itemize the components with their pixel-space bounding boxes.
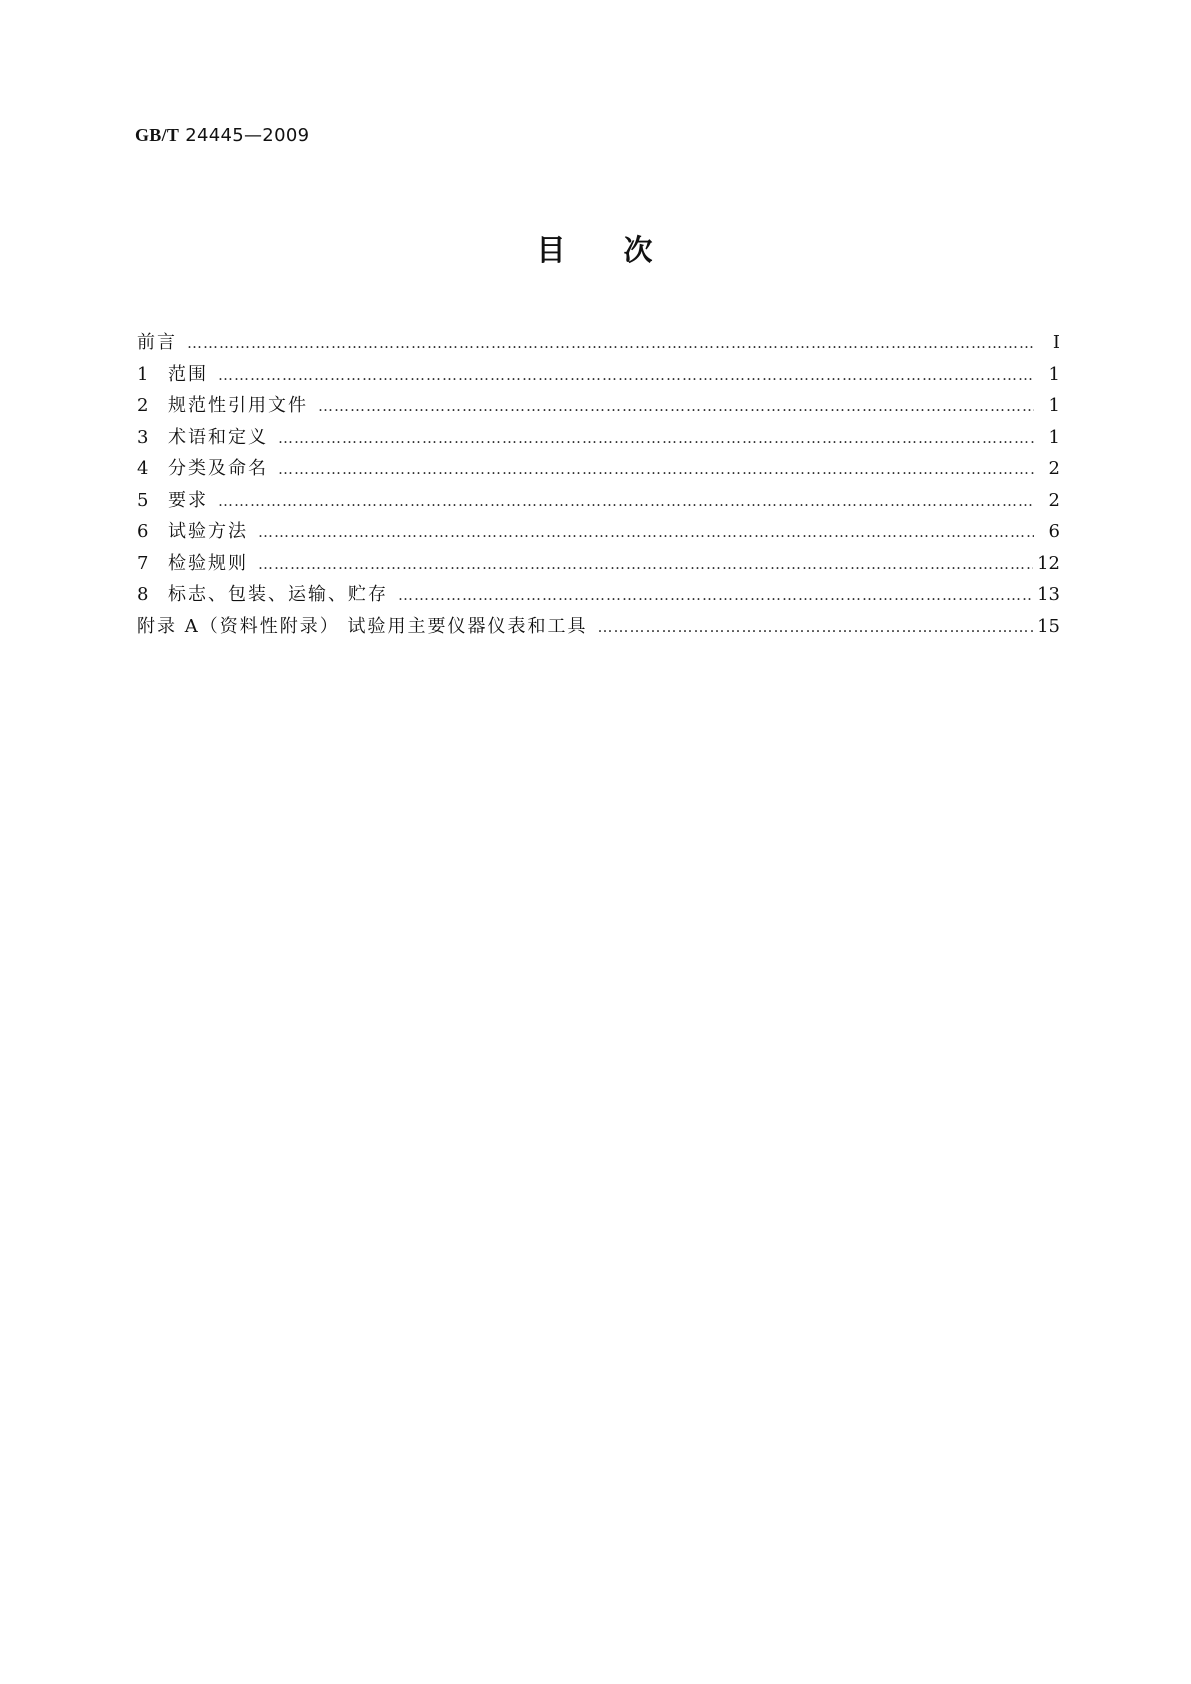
toc-entry-3[interactable] [137, 422, 1060, 454]
toc-entry-6[interactable] [137, 516, 1060, 548]
toc-entry-label: 规范性引用文件 [168, 395, 308, 416]
toc-entry-page: 13 [1037, 584, 1060, 605]
toc-leader-dots [258, 549, 1033, 581]
standard-number: 24445—2009 [185, 125, 310, 146]
toc-entry-label: 前言 [137, 332, 177, 353]
toc-entry-label: 术语和定义 [168, 426, 268, 448]
toc-title-part1: 目 [536, 233, 568, 267]
toc-entry-number: 2 [137, 395, 149, 416]
toc-entry-page: 1 [1048, 426, 1060, 448]
toc-entry-7[interactable] [137, 548, 1060, 580]
toc-list [137, 327, 1060, 642]
toc-leader-dots [258, 517, 1034, 549]
toc-entry-2[interactable] [137, 390, 1060, 422]
toc-entry-page: 2 [1048, 489, 1060, 511]
toc-entry-1[interactable] [137, 359, 1060, 391]
toc-entry-5[interactable] [137, 485, 1060, 517]
toc-leader-dots [218, 360, 1034, 392]
toc-title [0, 228, 1191, 269]
toc-leader-dots [597, 612, 1033, 644]
toc-entry-page: 1 [1048, 363, 1060, 385]
toc-entry-label: 附录 A（资料性附录） 试验用主要仪器仪表和工具 [137, 615, 588, 637]
toc-entry-label: 范围 [168, 363, 208, 385]
toc-entry-8[interactable] [137, 579, 1060, 611]
toc-entry-number: 8 [137, 584, 149, 605]
toc-entry-number: 5 [137, 489, 149, 511]
toc-entry-label: 要求 [168, 489, 208, 511]
toc-entry-label: 试验方法 [168, 521, 248, 542]
toc-entry-number: 1 [137, 363, 149, 385]
toc-entry-number: 4 [137, 458, 149, 479]
toc-entry-page: 6 [1048, 521, 1060, 542]
toc-entry-label: 检验规则 [168, 552, 248, 574]
toc-entry-number: 3 [137, 426, 149, 448]
toc-leader-dots [218, 486, 1034, 518]
toc-entry-number: 7 [137, 552, 149, 574]
toc-leader-dots [398, 580, 1033, 612]
toc-entry-label: 标志、包装、运输、贮存 [168, 584, 388, 605]
toc-entry-page: 15 [1037, 615, 1060, 637]
toc-leader-dots [318, 391, 1034, 423]
standard-prefix: GB/T [135, 125, 180, 145]
toc-entry-label: 分类及命名 [168, 458, 268, 479]
standard-code [135, 125, 309, 146]
toc-leader-dots [187, 328, 1034, 360]
toc-entry-page: 2 [1048, 458, 1060, 479]
toc-entry-page: Ⅰ [1052, 332, 1060, 353]
toc-entry-page: 1 [1048, 395, 1060, 416]
toc-leader-dots [278, 423, 1034, 455]
toc-entry-page: 12 [1037, 552, 1060, 574]
toc-entry-number: 6 [137, 521, 149, 542]
toc-entry-4[interactable] [137, 453, 1060, 485]
toc-leader-dots [278, 454, 1034, 486]
toc-title-part2: 次 [623, 233, 655, 267]
toc-entry-appendix-a[interactable] [137, 611, 1060, 643]
toc-entry-foreword[interactable] [137, 327, 1060, 359]
